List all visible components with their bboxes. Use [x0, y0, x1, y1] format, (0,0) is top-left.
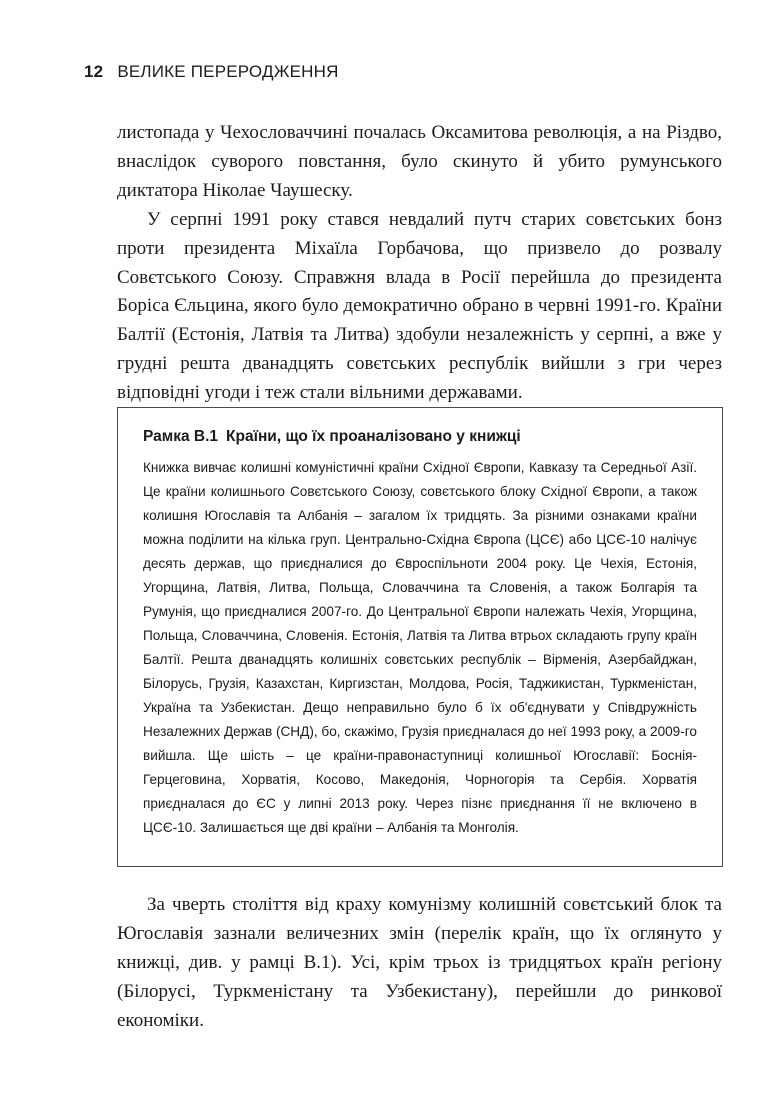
running-title: ВЕЛИКЕ ПЕРЕРОДЖЕННЯ — [117, 62, 339, 81]
paragraph: листопада у Чехословаччині почалась Оксамитова революція, а на Різдво, внаслідок суворого повстання, було скинуто й убито румунського диктатора Ніколае Чаушеску. — [117, 122, 722, 201]
body-text-bottom — [117, 891, 722, 1036]
box-label: Рамка В.1 — [143, 428, 219, 445]
box-title-text: Країни, що їх проаналізовано у книжці — [226, 428, 521, 445]
body-text-top — [117, 119, 722, 408]
paragraph: У серпні 1991 року стався невдалий путч старих совєтських бонз проти президента Міхаїла Горбачова, що призвело до розвалу Совєтського Союзу. Справжня влада в Росії перейшла до президента Боріса Єльцина, якого було демократично обрано в червні 1991-го. Країни Балтії (Естонія, Латвія та Литва) здобули незалежність у серпні, а вже у грудні решта дванадцять совєтських республік вийшли з гри через відповідні угоди і теж стали вільними державами. — [117, 208, 722, 404]
sidebar-box — [117, 407, 723, 867]
page-number: 12 — [84, 62, 104, 81]
box-title — [143, 428, 697, 446]
box-text: Книжка вивчає колишні комуністичні країни Східної Європи, Кавказу та Середньої Азії. Це країни колишнього Совєтського Союзу, совєтського блоку Східної Європи, а також колишня Югославія та Албанія – загалом їх тридцять. За різними ознаками країни можна поділити на кілька груп. Центрально-Східна Європа (ЦСЄ) або ЦСЄ-10 налічує десять держав, що приєдналися до Євроспільноти 2004 року. Це Чехія, Естонія, Угорщина, Латвія, Литва, Польща, Словаччина та Словенія, а також Болгарія та Румунія, що приєдналися 2007-го. До Центральної Європи належать Чехія, Угорщина, Польща, Словаччина, Словенія. Естонія, Латвія та Литва втрьох складають групу країн Балтії. Решта дванадцять колишніх совєтських республік – Вірменія, Азербайджан, Білорусь, Грузія, Казахстан, Киргизстан, Молдова, Росія, Таджикистан, Туркменістан, Україна та Узбекистан. Дещо неправильно було б їх об'єднувати у Співдружність Незалежних Держав (СНД), бо, скажімо, Грузія приєдналася до неї 1993 року, а 2009-го вийшла. Ще шість – це країни-правонаступниці колишньої Югославії: Боснія-Герцеговина, Хорватія, Косово, Македонія, Чорногорія та Сербія. Хорватія приєдналася до ЄС у липні 2013 року. Через пізнє приєднання її не включено в ЦСЄ-10. Залишається ще дві країни – Албанія та Монголія. — [143, 460, 697, 835]
running-head — [84, 62, 339, 82]
paragraph: За чверть століття від краху комунізму колишній совєтський блок та Югославія зазнали величезних змін (перелік країн, що їх оглянуто у книжці, див. у рамці В.1). Усі, крім трьох із тридцятьох країн регіону (Білорусі, Туркменістану та Узбекистану), перейшли до ринкової економіки. — [117, 894, 722, 1031]
